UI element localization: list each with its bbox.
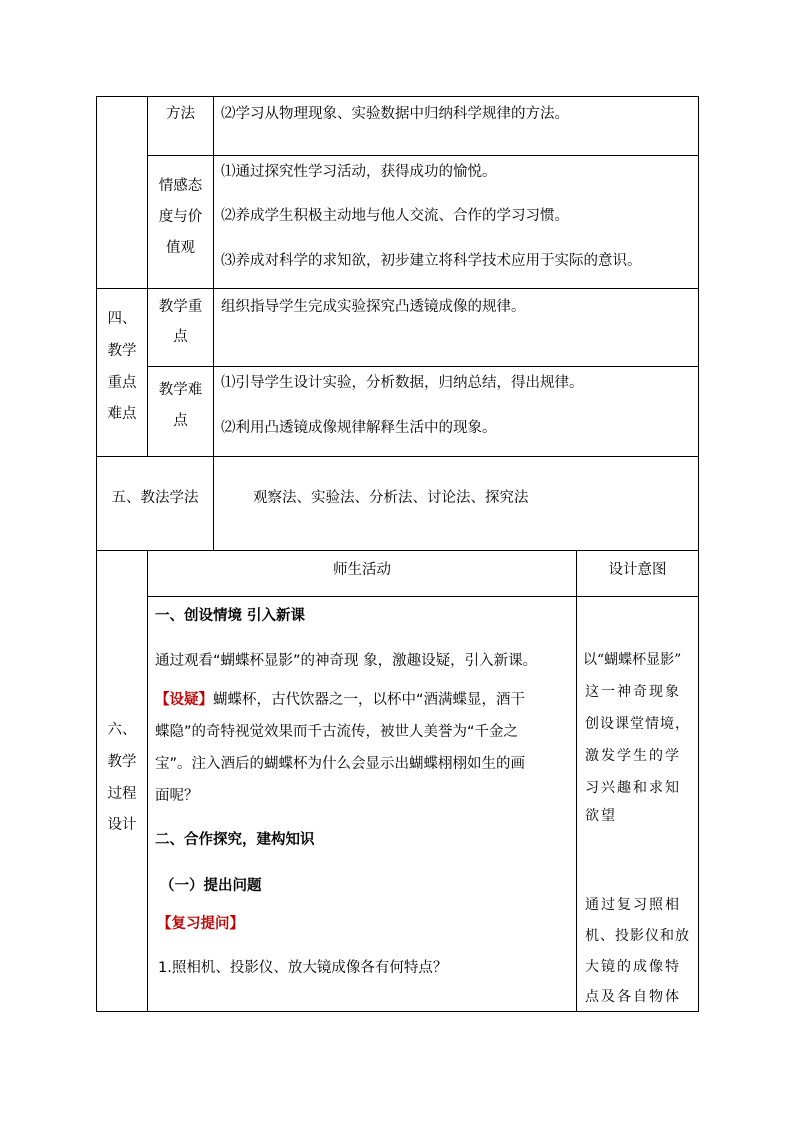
table-vline-col3 [576, 550, 577, 1012]
intent1-line-2: 这一神奇现象 [585, 684, 681, 700]
section6-label-4: 设计 [107, 817, 137, 833]
intro-line: 通过观看“蝴蝶杯显影”的神奇现 象，激趣设疑，引入新课。 [155, 653, 538, 669]
key-point-label-2: 点 [173, 329, 188, 345]
table-border-top [96, 96, 699, 97]
table-vline-col1-sec6 [147, 550, 148, 1012]
attitude-label-2: 度与价 [158, 209, 203, 225]
difficulty-line-2: ⑵利用凸透镜成像规律解释生活中的现象。 [221, 420, 497, 436]
question-line-3: 宝”。注入酒后的蝴蝶杯为什么会显示出蝴蝶栩栩如生的画 [155, 756, 526, 772]
intent1-line-4: 激发学生的学 [585, 748, 681, 764]
intent1-line-6: 欲望 [585, 808, 617, 824]
attitude-label-3: 值观 [166, 240, 195, 256]
method-line-1: ⑵学习从物理现象、实验数据中归纳科学规律的方法。 [221, 106, 569, 122]
difficulty-line-1: ⑴引导学生设计实验，分析数据，归纳总结，得出规律。 [221, 375, 584, 391]
difficulty-label-1: 教学难 [158, 382, 203, 398]
attitude-line-1: ⑴通过探究性学习活动，获得成功的愉悦。 [221, 164, 497, 180]
table-hline-4 [96, 456, 699, 457]
table-hline-1 [147, 155, 699, 156]
key-point-line-1: 组织指导学生完成实验探究凸透镜成像的规律。 [221, 299, 526, 315]
section4-label-2: 教学 [107, 343, 137, 359]
question-line-1-text: 蝴蝶杯，古代饮器之一，以杯中“酒满蝶显，酒干 [213, 692, 526, 708]
intent1-line-3: 创设课堂情境， [585, 716, 690, 732]
heading-1: 一、创设情境 引入新课 [155, 608, 306, 624]
table-hline-6 [147, 596, 699, 597]
section5-label: 五、教法学法 [111, 490, 199, 506]
header-activity: 师生活动 [333, 562, 391, 578]
heading-3: （一）提出问题 [160, 878, 262, 894]
section4-label-1: 四、 [107, 311, 137, 327]
table-border-left [96, 96, 97, 1012]
table-border-bottom [96, 1011, 699, 1012]
heading-2: 二、合作探究，建构知识 [155, 832, 315, 848]
table-hline-3 [147, 366, 699, 367]
table-border-right [698, 96, 699, 1012]
section6-label-1: 六、 [107, 722, 137, 738]
table-vline-col2 [213, 96, 214, 551]
intent1-line-1: 以“蝴蝶杯显影” [583, 652, 682, 668]
section6-label-3: 过程 [107, 786, 137, 802]
intent1-line-5: 习兴趣和求知 [585, 780, 681, 796]
intent2-line-1: 通过复习照相 [585, 897, 681, 913]
attitude-label-1: 情感态 [158, 178, 203, 194]
attitude-line-3: ⑶养成对科学的求知欲，初步建立将科学技术应用于实际的意识。 [221, 253, 642, 269]
review-question-1: 1.照相机、投影仪、放大镜成像各有何特点？ [158, 960, 448, 976]
header-intent: 设计意图 [608, 562, 667, 578]
difficulty-label-2: 点 [173, 413, 188, 429]
question-line-2: 蝶隐”的奇特视觉效果而千古流传，被世人美誉为“千金之 [155, 724, 519, 740]
table-hline-2 [96, 288, 699, 289]
intent2-line-4: 点及各自物体 [585, 989, 681, 1005]
section5-content: 观察法、实验法、分析法、讨论法、探究法 [253, 490, 529, 506]
table-vline-col1 [147, 96, 148, 456]
section4-label-4: 难点 [107, 406, 137, 422]
attitude-line-2: ⑵养成学生积极主动地与他人交流、合作的学习习惯。 [221, 208, 569, 224]
question-line-4: 面呢？ [155, 788, 199, 804]
section4-label-3: 重点 [107, 375, 137, 391]
method-label: 方法 [166, 106, 195, 122]
intent2-line-3: 大镜的成像特 [585, 959, 681, 975]
tag-question: 【设疑】 [155, 692, 213, 708]
question-line-1 [155, 690, 525, 710]
intent2-line-2: 机、投影仪和放 [585, 928, 690, 944]
table-hline-5 [96, 550, 699, 551]
tag-review: 【复习提问】 [157, 916, 244, 932]
section6-label-2: 教学 [107, 754, 137, 770]
key-point-label-1: 教学重 [158, 299, 203, 315]
